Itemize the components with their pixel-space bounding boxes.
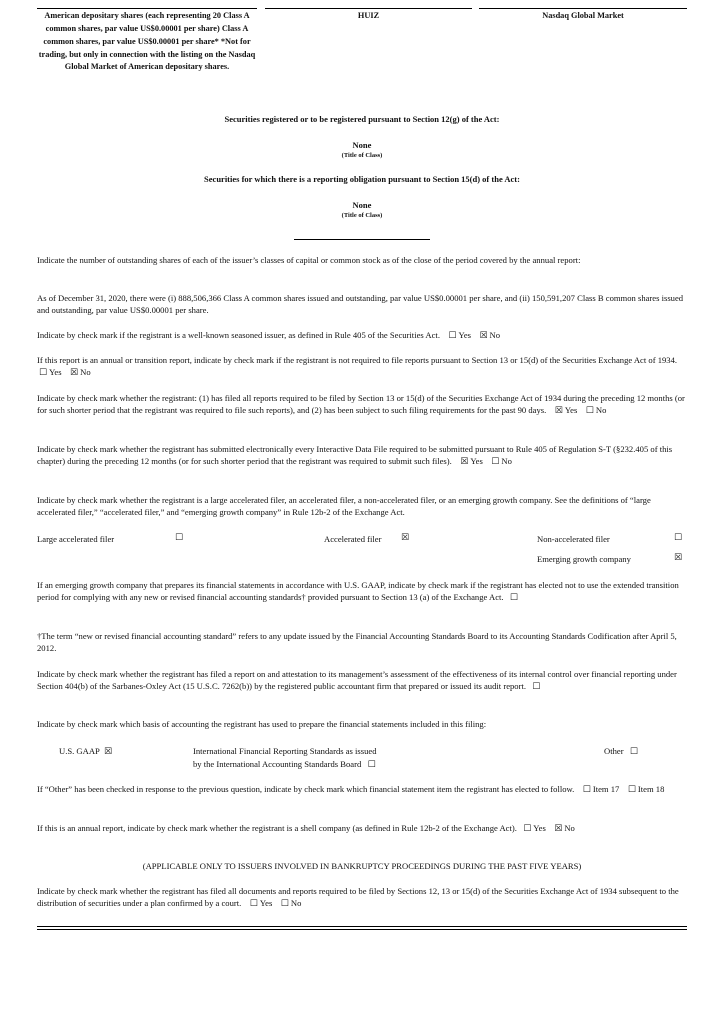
large-accelerated-filer-checkbox[interactable]: ☐ bbox=[175, 533, 184, 543]
shell-no-label: No bbox=[564, 823, 575, 833]
header-cell-exchange bbox=[479, 8, 687, 23]
exchange-name: Nasdaq Global Market bbox=[542, 11, 624, 20]
wksi-yes-checkbox[interactable]: ☐ bbox=[448, 331, 457, 341]
header-cell-security bbox=[37, 8, 257, 74]
not-required-text: If this report is an annual or transition report, indicate by check mark if the registrant is not required to file reports pursuant to Section 13 or 15(d) of the Securities Exchange Act of 1934. bbox=[37, 355, 678, 365]
icfr-checkbox[interactable]: ☐ bbox=[532, 682, 541, 693]
bankruptcy-yes-label: Yes bbox=[259, 898, 273, 909]
bankruptcy-no-label: No bbox=[290, 898, 302, 909]
interactive-yes-checkbox[interactable]: ☒ bbox=[460, 457, 469, 468]
section-15d-value: None bbox=[352, 200, 372, 210]
ifrs-option-line2 bbox=[193, 758, 378, 772]
bankruptcy-question bbox=[37, 885, 687, 912]
other-basis-checkbox[interactable]: ☐ bbox=[629, 747, 638, 757]
header-cell-symbol bbox=[265, 8, 472, 23]
shell-yes-checkbox[interactable]: ☐ bbox=[523, 824, 532, 834]
other-item-question bbox=[37, 783, 687, 797]
not-required-yes-label: Yes bbox=[49, 367, 62, 378]
usgaap-option bbox=[59, 745, 114, 759]
interactive-data-question bbox=[37, 443, 687, 470]
section-15d-caption: (Title of Class) bbox=[341, 212, 383, 219]
usgaap-label: U.S. GAAP bbox=[59, 746, 100, 756]
basis-question: Indicate by check mark which basis of accounting the registrant has used to prepare the financial statements included in this filing: bbox=[37, 719, 487, 729]
outstanding-shares-text: As of December 31, 2020, there were (i) 888,506,366 Class A common shares issued and outstanding, par value US$0.00001 per share, and (ii) 150,591,207 Class B common shares issued and outstanding, par value US$0.00001 per share. bbox=[37, 293, 684, 316]
interactive-no-label: No bbox=[501, 456, 512, 467]
filed-all-yes-label: Yes bbox=[564, 405, 578, 416]
section-12g-value: None bbox=[352, 140, 372, 150]
bottom-double-rule bbox=[37, 926, 687, 930]
non-accelerated-filer-label: Non-accelerated filer bbox=[537, 534, 610, 544]
ifrs-option-line1: International Financial Reporting Standards as issued bbox=[193, 746, 377, 756]
interactive-no-checkbox[interactable]: ☐ bbox=[491, 457, 500, 468]
shell-no-checkbox[interactable]: ☒ bbox=[554, 824, 563, 834]
usgaap-checkbox[interactable]: ☒ bbox=[104, 747, 113, 757]
filed-all-no-checkbox[interactable]: ☐ bbox=[585, 406, 594, 417]
item18-label: Item 18 bbox=[637, 784, 665, 794]
accelerated-filer-checkbox[interactable]: ☒ bbox=[401, 533, 410, 543]
ifrs-checkbox[interactable]: ☐ bbox=[367, 760, 376, 770]
bankruptcy-heading: (APPLICABLE ONLY TO ISSUERS INVOLVED IN BANKRUPTCY PROCEEDINGS DURING THE PAST FIVE YEARS) bbox=[142, 861, 582, 871]
shell-yes-label: Yes bbox=[533, 823, 546, 833]
egc-checkbox[interactable]: ☐ bbox=[509, 593, 518, 604]
outstanding-shares-intro: Indicate the number of outstanding shares of each of the issuer’s classes of capital or common stock as of the close of the period covered by the annual report: bbox=[37, 255, 581, 265]
emerging-growth-checkbox[interactable]: ☒ bbox=[674, 553, 683, 563]
ifrs-label-line2: by the International Accounting Standards Board bbox=[193, 759, 362, 769]
item17-label: Item 17 bbox=[592, 784, 620, 794]
accelerated-filer-label: Accelerated filer bbox=[324, 534, 382, 544]
filed-all-question bbox=[37, 392, 687, 419]
shell-company-question bbox=[37, 822, 637, 836]
not-required-no-label: No bbox=[80, 367, 91, 378]
other-basis-option bbox=[604, 745, 640, 759]
icfr-question bbox=[37, 668, 687, 695]
item17-checkbox[interactable]: ☐ bbox=[582, 785, 591, 795]
item18-checkbox[interactable]: ☐ bbox=[627, 785, 636, 795]
interactive-data-text: Indicate by check mark whether the registrant has submitted electronically every Interactive Data File required to be submitted pursuant to Rule 405 of Regulation S-T (§232.405 of this chapter) during the preceding 12 months (or for such shorter period that the registrant was required to submit such files). bbox=[37, 444, 673, 467]
security-title: American depositary shares (each representing 20 Class A common shares, par value US$0.00001 per share) Class A common shares, par value US$0.00001 per share* *Not for trading, but only in connection with the listing on the Nasdaq Global Market of American depositary shares. bbox=[38, 11, 256, 72]
shell-company-text: If this is an annual report, indicate by check mark whether the registrant is a shell company (as defined in Rule 12b-2 of the Exchange Act). bbox=[37, 823, 517, 833]
egc-question bbox=[37, 579, 687, 606]
not-required-yes-checkbox[interactable]: ☐ bbox=[39, 368, 48, 379]
filed-all-text: Indicate by check mark whether the registrant: (1) has filed all reports required to be filed by Section 13 or 15(d) of the Securities Exchange Act of 1934 during the preceding 12 months (or for such shorter period that the registrant was required to file such reports), and (2) has been subject to such filing requirements for the past 90 days. bbox=[37, 393, 685, 416]
dagger-footnote: †The term “new or revised financial accounting standard” refers to any update issued by the Financial Accounting Standards Board to its Accounting Standards Codification after April 5, 2012. bbox=[37, 631, 677, 654]
filed-all-yes-checkbox[interactable]: ☒ bbox=[554, 406, 563, 417]
wksi-text: Indicate by check mark if the registrant is a well-known seasoned issuer, as defined in Rule 405 of the Securities Act. bbox=[37, 330, 440, 340]
section-12g-heading: Securities registered or to be registered pursuant to Section 12(g) of the Act: bbox=[224, 114, 500, 124]
section-12g-caption: (Title of Class) bbox=[341, 152, 383, 159]
interactive-yes-label: Yes bbox=[470, 456, 483, 467]
wksi-no-label: No bbox=[489, 330, 501, 340]
filed-all-no-label: No bbox=[595, 405, 607, 416]
section-15d-heading: Securities for which there is a reporting obligation pursuant to Section 15(d) of the Act: bbox=[204, 174, 520, 184]
other-basis-label: Other bbox=[604, 746, 624, 756]
bankruptcy-no-checkbox[interactable]: ☐ bbox=[280, 899, 289, 910]
not-required-question bbox=[37, 354, 687, 381]
wksi-no-checkbox[interactable]: ☒ bbox=[479, 331, 488, 341]
other-item-text: If “Other” has been checked in response to the previous question, indicate by check mark which financial statement item the registrant has elected to follow. bbox=[37, 784, 575, 794]
section-divider bbox=[294, 239, 430, 240]
egc-text: If an emerging growth company that prepares its financial statements in accordance with U.S. GAAP, indicate by check mark if the registrant has elected not to use the extended transition period for complying with any new or revised financial accounting standards† provided pursuant to Section 13 (a) of the Exchange Act. bbox=[37, 580, 679, 603]
not-required-no-checkbox[interactable]: ☒ bbox=[70, 368, 79, 379]
wksi-yes-label: Yes bbox=[458, 330, 472, 340]
large-accelerated-filer-label: Large accelerated filer bbox=[37, 534, 115, 544]
non-accelerated-filer-checkbox[interactable]: ☐ bbox=[674, 533, 683, 543]
filer-type-question: Indicate by check mark whether the registrant is a large accelerated filer, an accelerated filer, a non-accelerated filer, or an emerging growth company. See the definitions of “large accelerated filer,” “accelerated filer,” and “emerging growth company” in Rule 12b-2 of the Exchange Act. bbox=[37, 495, 651, 518]
trading-symbol: HUIZ bbox=[357, 11, 380, 20]
emerging-growth-label: Emerging growth company bbox=[537, 554, 631, 564]
wksi-question bbox=[37, 329, 687, 343]
bankruptcy-yes-checkbox[interactable]: ☐ bbox=[249, 899, 258, 910]
bankruptcy-text: Indicate by check mark whether the registrant has filed all documents and reports required to be filed by Sections 12, 13 or 15(d) of the Securities Exchange Act of 1934 subsequent to the distribution of securities under a plan confirmed by a court. bbox=[37, 886, 679, 909]
icfr-text: Indicate by check mark whether the registrant has filed a report on and attestation to its management’s assessment of the effectiveness of its internal control over financial reporting under Section 404(b) of the Sarbanes-Oxley Act (15 U.S.C. 7262(b)) by the registered public accountant firm that prepared or issued its audit report. bbox=[37, 669, 677, 692]
